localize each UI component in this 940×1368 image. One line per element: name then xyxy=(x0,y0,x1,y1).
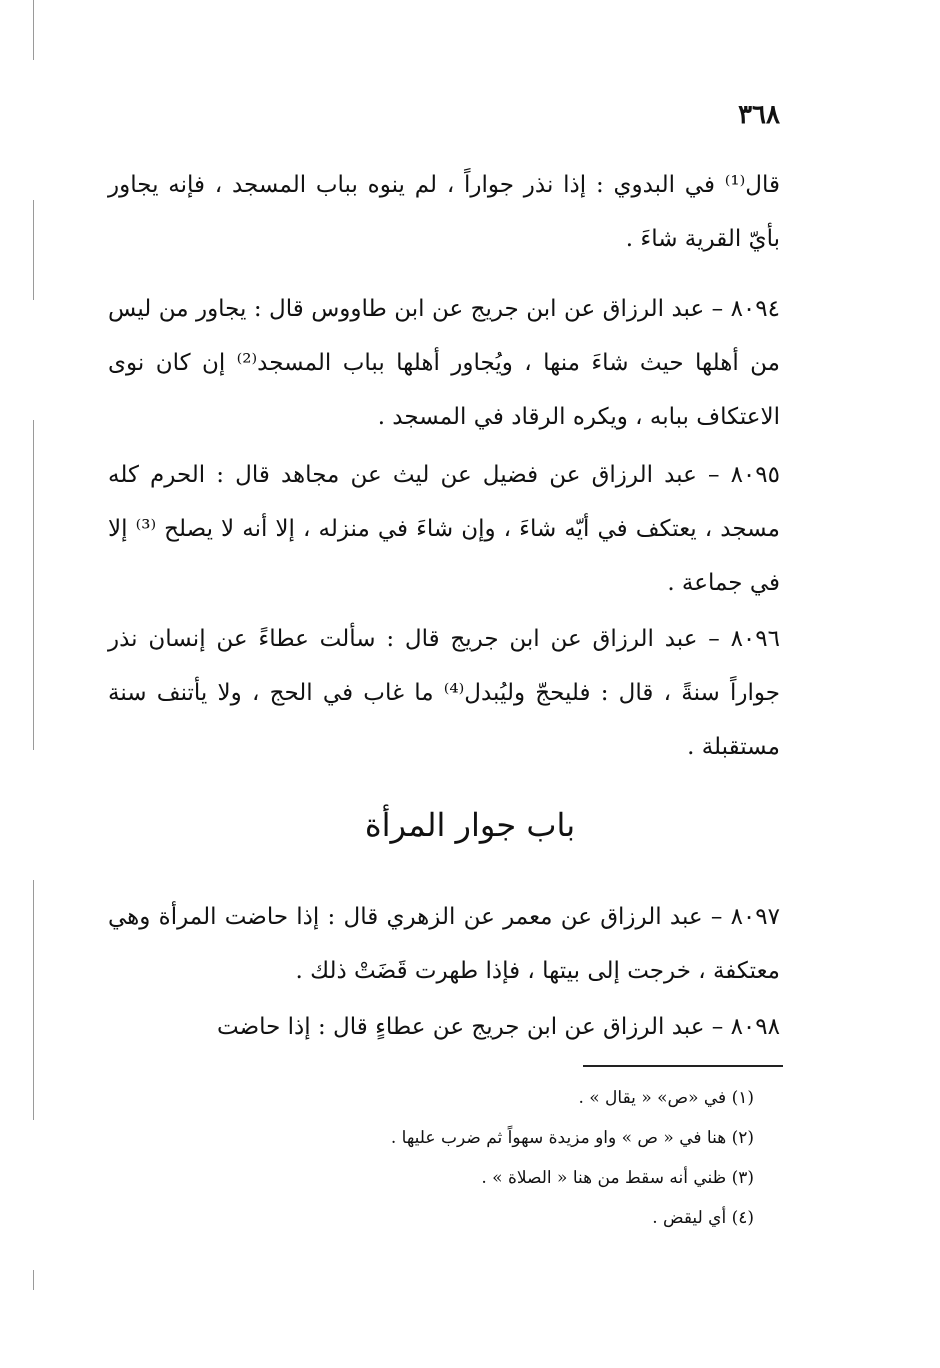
scan-edge-line xyxy=(33,1270,34,1290)
footnote: (١) في «ص» « يقال » . xyxy=(578,1088,754,1108)
scan-edge-line xyxy=(33,420,34,750)
scan-edge-line xyxy=(33,0,34,60)
paragraph: ٨٠٩٥ – عبد الرزاق عن فضيل عن ليث عن مجاهد قال : الحرم كله مسجد ، يعتكف في أيّه شاءَ ، وإن شاءَ في منزله ، إلا أنه لا يصلح ⁽³⁾ إلا في جماعة . xyxy=(108,462,781,596)
footnote: (٣) ظني أنه سقط من هنا « الصلاة » . xyxy=(481,1168,754,1188)
footnotes xyxy=(194,1078,754,1238)
scan-edge-line xyxy=(33,200,34,300)
paragraph: ٨٠٩٦ – عبد الرزاق عن ابن جريج قال : سألت عطاءً عن إنسان نذر جواراً سنةً ، قال : فليحجّ وليُبدل⁽⁴⁾ ما غاب في الحج ، ولا يأتنف سنة مستقبلة . xyxy=(108,626,780,760)
footnote: (٤) أي ليقض . xyxy=(652,1208,754,1228)
paragraph: قال⁽¹⁾ في البدوي : إذا نذر جواراً ، لم ينوه بباب المسجد ، فإنه يجاور بأيّ القرية شاءَ . xyxy=(108,172,780,252)
footnote: (٢) هنا في « ص » واو مزيدة سهواً ثم ضرب عليها . xyxy=(390,1128,754,1148)
page-number: ٣٦٨ xyxy=(738,100,780,130)
scan-edge-line xyxy=(33,880,34,1120)
paragraph: ٨٠٩٧ – عبد الرزاق عن معمر عن الزهري قال : إذا حاضت المرأة وهي معتكفة ، خرجت إلى بيتها ، فإذا طهرت قَضَتْ ذلك . xyxy=(108,904,780,984)
section-heading: باب جوار المرأة xyxy=(364,806,576,844)
paragraph: ٨٠٩٤ – عبد الرزاق عن ابن جريج عن ابن طاووس قال : يجاور من ليس من أهلها حيث شاءَ منها ، ويُجاور أهلها بباب المسجد⁽²⁾ إن كان نوى الاعتكاف ببابه ، ويكره الرقاد في المسجد . xyxy=(108,296,781,430)
paragraph: ٨٠٩٨ – عبد الرزاق عن ابن جريج عن عطاءٍ قال : إذا حاضت xyxy=(217,1014,780,1040)
footnote-separator xyxy=(583,1065,783,1067)
